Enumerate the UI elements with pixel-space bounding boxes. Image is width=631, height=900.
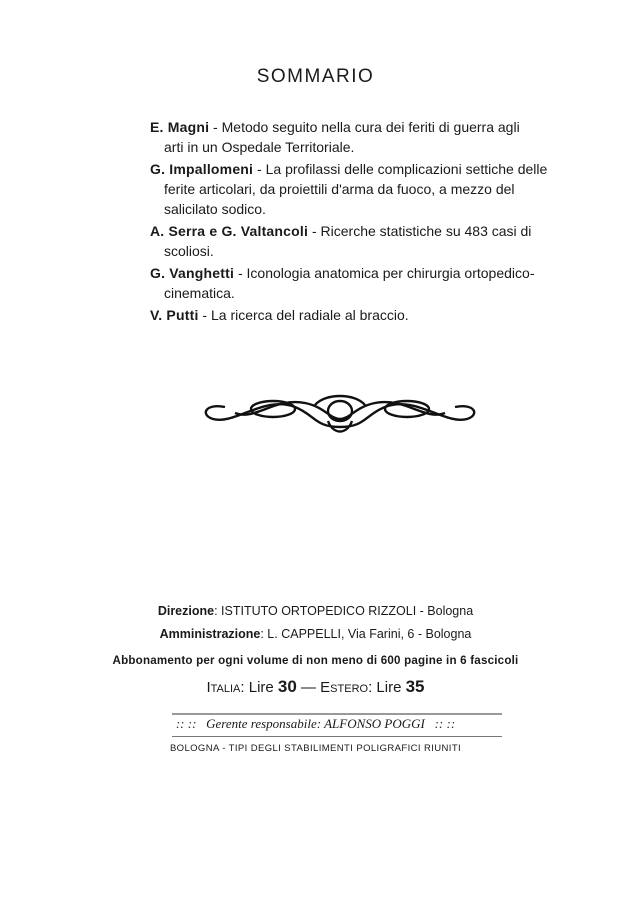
printer-line: BOLOGNA - TIPI DEGLI STABILIMENTI POLIGRAFICI RIUNITI xyxy=(169,743,462,754)
italia-price: : Lire xyxy=(240,679,278,696)
contents-entry xyxy=(150,305,620,325)
entry-author: G. Impallomeni xyxy=(150,161,254,177)
contents-entry xyxy=(150,117,620,157)
entry-author: E. Magni xyxy=(150,119,210,135)
italia-amount: 30 xyxy=(277,677,297,696)
price-dash: — xyxy=(296,679,321,696)
entry-title-cont: cinematica. xyxy=(164,285,235,301)
entry-title-cont: ferite articolari, da proiettili d'arma da fuoco, a mezzo del xyxy=(164,181,515,197)
estero-price: : Lire xyxy=(368,679,406,696)
entry-separator: - xyxy=(209,119,222,135)
entry-author: V. Putti xyxy=(150,307,199,323)
page-title: SOMMARIO xyxy=(256,66,375,87)
estero-amount: 35 xyxy=(405,677,425,696)
entry-title: La ricerca del radiale al braccio. xyxy=(211,307,409,323)
contents-list xyxy=(150,117,620,327)
contents-entry xyxy=(150,263,620,303)
entry-title-cont: scoliosi. xyxy=(164,243,214,259)
direzione-label: Direzione xyxy=(157,604,215,618)
entry-title: La profilassi delle complicazioni settiche delle xyxy=(265,161,548,177)
entry-separator: - xyxy=(308,223,321,239)
amministrazione-line xyxy=(0,627,631,641)
contents-entry xyxy=(150,159,620,219)
entry-title-cont: arti in un Ospedale Territoriale. xyxy=(164,139,355,155)
ornament-flourish-icon xyxy=(195,385,485,445)
entry-separator: - xyxy=(234,265,247,281)
amministrazione-value: : L. CAPPELLI, Via Farini, 6 - Bologna xyxy=(260,627,472,641)
entry-first-line xyxy=(150,263,620,283)
estero-label: Estero xyxy=(320,679,369,696)
abbonamento-line: Abbonamento per ogni volume di non meno di 600 pagine in 6 fascicoli xyxy=(112,654,519,667)
entry-separator: - xyxy=(198,307,211,323)
entry-title: Ricerche statistiche su 483 casi di xyxy=(320,223,532,239)
gerente-line: :: :: Gerente responsabile: ALFONSO POGGI :: :: xyxy=(175,716,456,731)
entry-title: Iconologia anatomica per chirurgia ortopedico- xyxy=(246,265,535,281)
entry-first-line xyxy=(150,159,620,179)
direzione-line xyxy=(0,604,631,618)
entry-title-cont: salicilato sodico. xyxy=(164,201,266,217)
entry-first-line xyxy=(150,117,620,137)
entry-first-line xyxy=(150,221,620,241)
contents-entry xyxy=(150,221,620,261)
divider xyxy=(172,736,502,737)
entry-author: G. Vanghetti xyxy=(150,265,235,281)
entry-author: A. Serra e G. Valtancoli xyxy=(150,223,309,239)
entry-title: Metodo seguito nella cura dei feriti di guerra agli xyxy=(221,119,520,135)
price-line xyxy=(0,677,631,697)
entry-first-line xyxy=(150,305,620,325)
direzione-value: : ISTITUTO ORTOPEDICO RIZZOLI - Bologna xyxy=(214,604,474,618)
amministrazione-label: Amministrazione xyxy=(159,627,261,641)
italia-label: Italia xyxy=(206,679,241,696)
entry-separator: - xyxy=(253,161,266,177)
divider xyxy=(172,713,502,715)
